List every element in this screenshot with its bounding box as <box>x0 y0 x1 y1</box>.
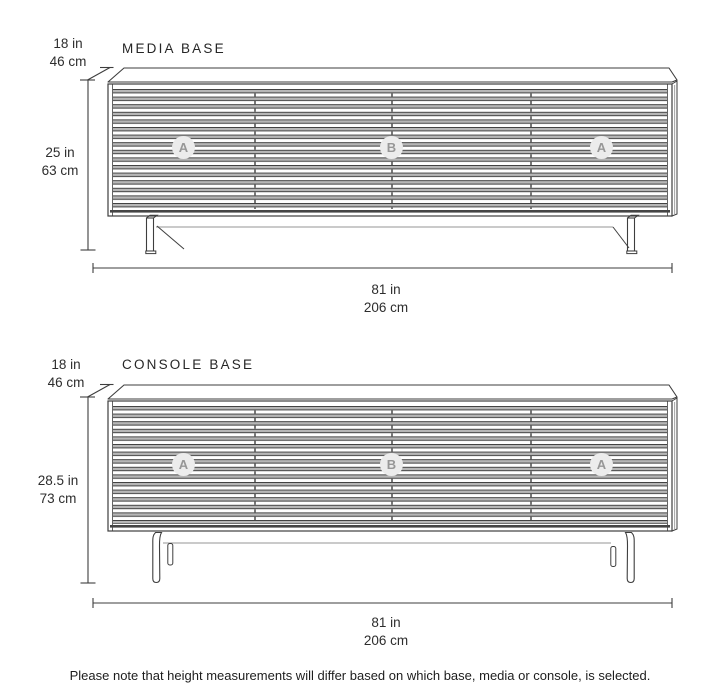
console-depth-cm: 46 cm <box>47 374 85 390</box>
console-height-label <box>15 472 101 507</box>
media-width-cm: 206 cm <box>363 299 409 315</box>
section-title-console: CONSOLE BASE <box>122 357 255 372</box>
media-compartment-badge-b: B <box>380 136 403 159</box>
media-compartment-badge-a-right: A <box>590 136 613 159</box>
console-width-inches: 81 in <box>371 615 401 630</box>
console-compartment-badge-b: B <box>380 453 403 476</box>
media-height-cm: 63 cm <box>41 162 79 178</box>
console-height-inches: 28.5 in <box>37 473 79 488</box>
console-height-cm: 73 cm <box>39 490 77 506</box>
console-depth-inches: 18 in <box>51 357 81 372</box>
console-compartment-badge-a-right: A <box>590 453 613 476</box>
section-title-media: MEDIA BASE <box>122 41 226 56</box>
media-depth-cm: 46 cm <box>49 53 87 69</box>
console-depth-label <box>25 356 107 391</box>
media-height-inches: 25 in <box>45 145 75 160</box>
media-depth-label <box>27 35 109 70</box>
footnote-text: Please note that height measurements will differ based on which base, media or console, is selected. <box>69 668 651 683</box>
console-width-cm: 206 cm <box>363 632 409 648</box>
media-compartment-badge-a-left: A <box>172 136 195 159</box>
media-height-label <box>17 144 103 179</box>
console-width-label <box>301 614 471 649</box>
media-width-label <box>301 281 471 316</box>
media-width-inches: 81 in <box>371 282 401 297</box>
console-compartment-badge-a-left: A <box>172 453 195 476</box>
media-depth-inches: 18 in <box>53 36 83 51</box>
